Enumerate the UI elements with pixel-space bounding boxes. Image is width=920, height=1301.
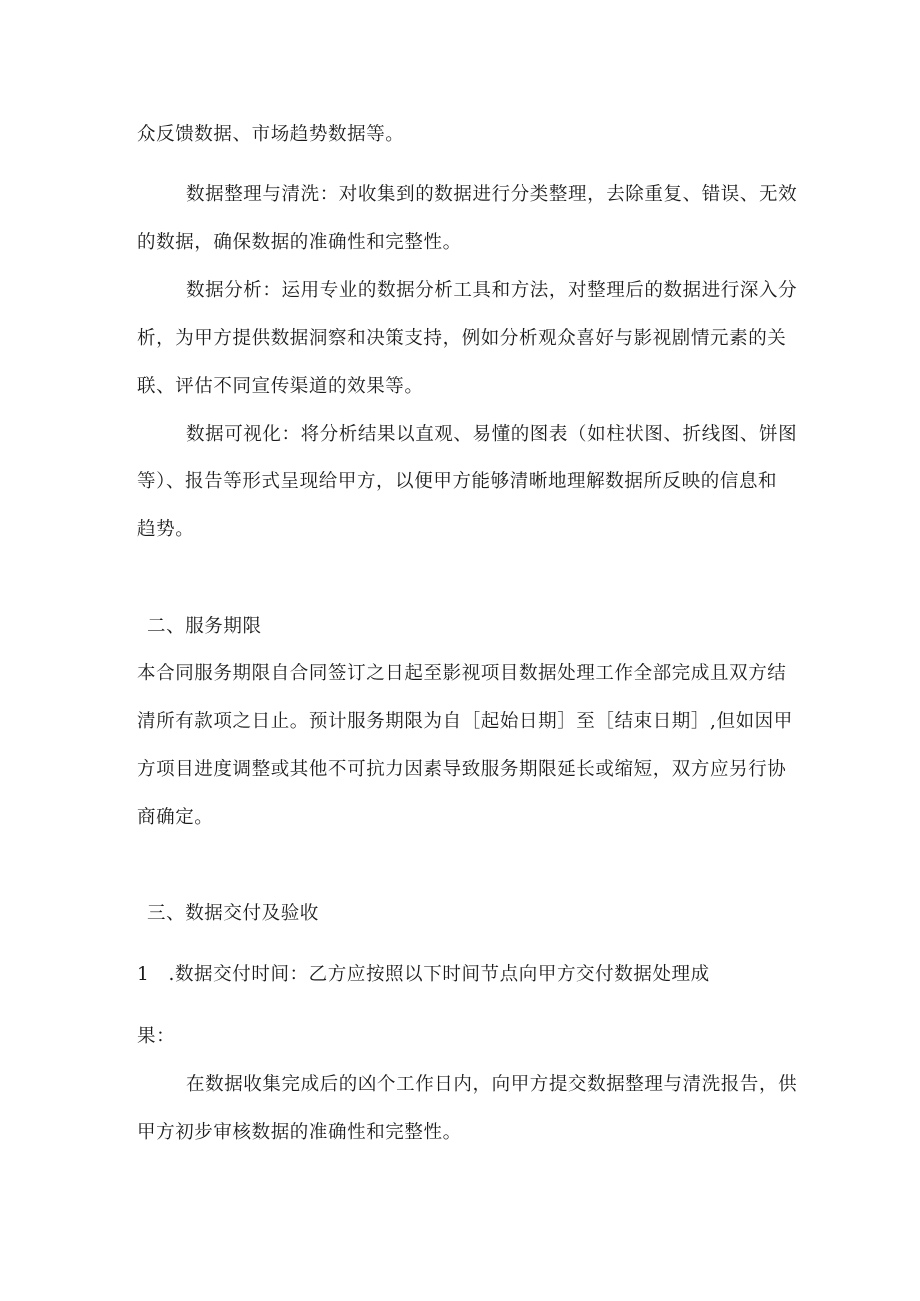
paragraph-analysis-line-1: 数据分析：运用专业的数据分析工具和方法，对整理后的数据进行深入分 — [186, 280, 798, 301]
paragraph-feedback-tail: 众反馈数据、市场趋势数据等。 — [137, 124, 405, 145]
paragraph-term-line-2: 清所有款项之日止。预计服务期限为自［起始日期］至［结束日期］,但如因甲 — [137, 711, 793, 732]
list-item-1-line-2: 果： — [137, 1026, 176, 1047]
paragraph-term-line-4: 商确定。 — [137, 807, 214, 828]
paragraph-term-line-3: 方项目进度调整或其他不可抗力因素导致服务期限延长或缩短，双方应另行协 — [137, 759, 787, 780]
paragraph-delivery-line-2: 甲方初步审核数据的准确性和完整性。 — [137, 1122, 462, 1143]
list-item-1-line-1: 1 .数据交付时间：乙方应按照以下时间节点向甲方交付数据处理成 — [137, 964, 710, 985]
section-title-delivery-acceptance: 三、数据交付及验收 — [147, 903, 319, 924]
paragraph-delivery-line-1: 在数据收集完成后的凶个工作日内，向甲方提交数据整理与清洗报告，供 — [186, 1074, 798, 1095]
section-title-service-term: 二、服务期限 — [147, 616, 262, 637]
paragraph-term-line-1: 本合同服务期限自合同签订之日起至影视项目数据处理工作全部完成且双方结 — [137, 663, 787, 684]
paragraph-analysis-line-2: 析，为甲方提供数据洞察和决策支持，例如分析观众喜好与影视剧情元素的关 — [137, 328, 787, 349]
paragraph-visualization-line-3: 趋势。 — [137, 519, 195, 540]
paragraph-cleaning-line-1: 数据整理与清洗：对收集到的数据进行分类整理，去除重复、错误、无效 — [186, 184, 798, 205]
paragraph-visualization-line-2: 等）、报告等形式呈现给甲方，以便甲方能够清晰地理解数据所反映的信息和 — [137, 471, 778, 492]
paragraph-cleaning-line-2: 的数据，确保数据的准确性和完整性。 — [137, 232, 462, 253]
paragraph-visualization-line-1: 数据可视化：将分析结果以直观、易懂的图表（如柱状图、折线图、饼图 — [186, 424, 798, 445]
paragraph-analysis-line-3: 联、评估不同宣传渠道的效果等。 — [137, 376, 424, 397]
